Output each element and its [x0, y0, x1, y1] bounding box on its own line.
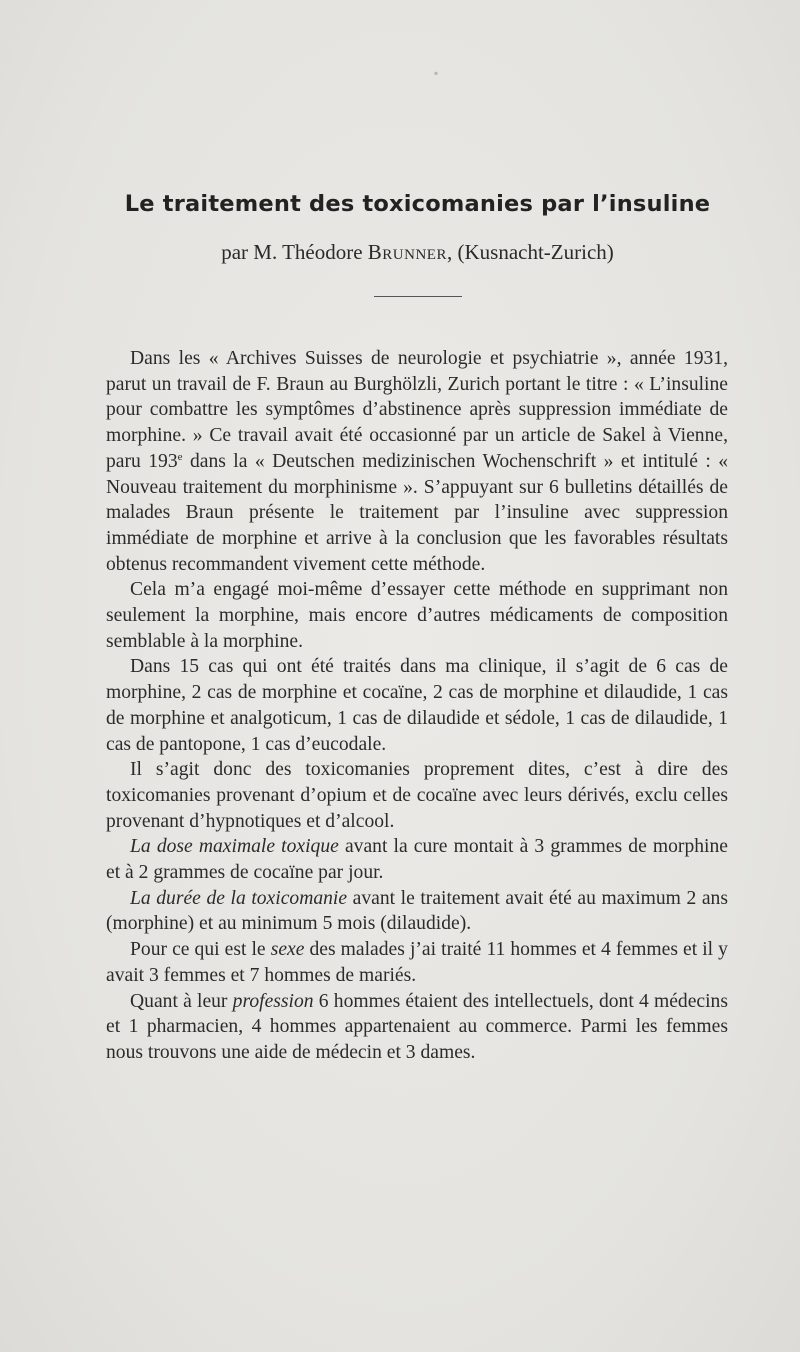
- text-run: Dans 15 cas qui ont été traités dans ma clinique, il s’agit de 6 cas de morphine, 2 cas de morphine et cocaïne, 2 cas de morphine et dilaudide, 1 cas de morphine et analgoticum, 1 cas de dilaudide et sédole, 1 cas de dilaudide, 1 cas de pantopone, 1 cas d’eucodale.: [106, 656, 728, 755]
- paragraph-p6: [106, 886, 728, 937]
- scan-speck: ▪: [434, 66, 439, 80]
- paragraph-p3: [106, 654, 728, 757]
- paragraph-p1: [106, 346, 728, 577]
- text-run: Cela m’a engagé moi-même d’essayer cette méthode en supprimant non seulement la morphine, mais encore d’autres médicaments de composition semblable à la morphine.: [106, 579, 728, 652]
- superscript: e: [177, 450, 183, 463]
- author-line: [105, 240, 730, 265]
- author-surname: Brunner: [367, 240, 447, 264]
- paragraph-p5: [106, 834, 728, 885]
- text-run: 6 hommes étaient des intellectuels, dont 4 médecins et 1 pharmacien, 4 hommes appartenaient au commerce. Parmi les femmes nous trouvons une aide de médecin et 3 dames.: [106, 990, 728, 1063]
- paragraph-p2: [106, 577, 728, 654]
- paragraph-p7: [106, 937, 728, 988]
- title-divider: [374, 296, 462, 297]
- author-suffix: , (Kusnacht-Zurich): [446, 240, 614, 264]
- author-prefix: par M. Théodore: [221, 240, 368, 264]
- italic-phrase: La durée de la toxicomanie: [130, 887, 348, 909]
- text-run: Pour ce qui est le: [130, 939, 271, 961]
- article-body: [106, 346, 728, 1066]
- text-run: Il s’agit donc des toxicomanies proprement dites, c’est à dire des toxicomanies provenant d’opium et de cocaïne avec leurs dérivés, exclu celles provenant d’hypnotiques et d’alcool.: [106, 759, 728, 832]
- italic-phrase: La dose maximale toxique: [130, 836, 339, 858]
- paragraph-p4: [106, 757, 728, 834]
- text-run: avant la cure montait à 3 grammes de morphine et à 2 grammes de cocaïne par jour.: [106, 836, 728, 884]
- text-run: dans la « Deutschen medizinischen Wochenschrift » et intitulé : « Nouveau traitement du morphinisme ». S’appuyant sur 6 bulletins détaillés de malades Braun présente le traitement par l’insuline avec suppression immédiate de morphine et arrive à la conclusion que les favorables résultats obtenus recommandent vivement cette méthode.: [106, 450, 729, 575]
- italic-phrase: profession: [232, 990, 314, 1012]
- text-run: avant le traitement avait été au maximum 2 ans (morphine) et au minimum 5 mois (dilaudide).: [106, 887, 728, 935]
- paragraph-p8: [106, 989, 728, 1066]
- text-run: Dans les « Archives Suisses de neurologie et psychiatrie », année 1931, parut un travail de F. Braun au Burghölzli, Zurich portant le titre : « L’insuline pour combattre les symptômes d’abstinence après suppression immédiate de morphine. » Ce travail avait été occasionné par un article de Sakel à Vienne, paru 193: [106, 348, 728, 472]
- italic-phrase: sexe: [270, 939, 305, 961]
- text-run: des malades j’ai traité 11 hommes et 4 femmes et il y avait 3 femmes et 7 hommes de mariés.: [106, 939, 728, 986]
- article-title: Le traitement des toxicomanies par l’insuline: [124, 191, 711, 218]
- text-run: Quant à leur: [130, 990, 233, 1012]
